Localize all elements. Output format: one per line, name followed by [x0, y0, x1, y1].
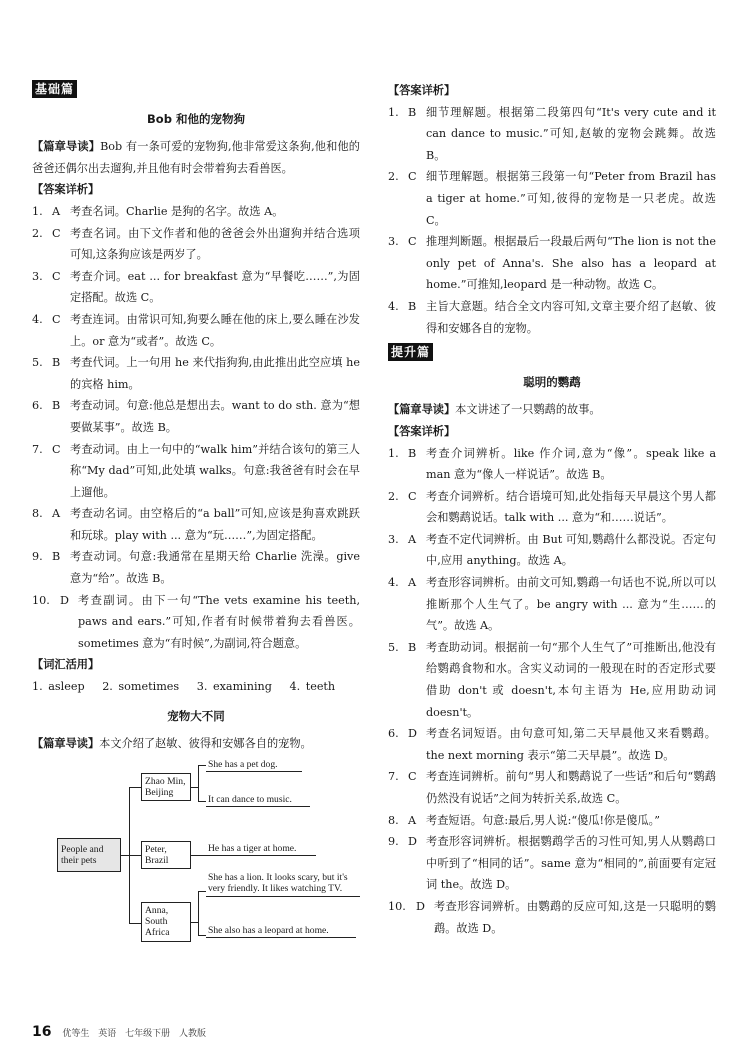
page-footer	[32, 1024, 212, 1040]
diagram-connector	[191, 855, 206, 856]
diagram-connector	[129, 787, 141, 788]
guide-head: 【篇章导读】	[32, 140, 101, 154]
answer-item: 4. A 考查形容词辨析。由前文可知,鹦鹉一句话也不说,所以可以推断那个人生气了。be angry with ... 意为“生……的气”。故选 A。	[388, 576, 716, 633]
answer-item: 7. C 考查动词。由上一句中的“walk him”并结合该句的第三人称“My dad”可知,此处填 walks。句意:我爸爸有时会在早上遛他。	[32, 442, 360, 499]
answer-item: 7. C 考查连词辨析。前句“男人和鹦鹉说了一些话”和后句“鹦鹉仍然没有说话”之间为转折关系,故选 C。	[388, 770, 716, 805]
vocab-item: 4. teeth	[289, 680, 336, 694]
diagram-connector	[129, 855, 141, 856]
answer-item: 5. B 考查代词。上一句用 he 来代指狗狗,由此推出此空应填 he 的宾格 him。	[32, 356, 360, 391]
article2-guide	[32, 733, 360, 755]
article2-title: 宠物大不同	[167, 708, 225, 723]
answer-item: 8. A 考查短语。句意:最后,男人说:“傻瓜!你是傻瓜。”	[388, 813, 660, 827]
answer-item: 3. A 考查不定代词辨析。由 But 可知,鹦鹉什么都没说。否定句中,应用 anything。故选 A。	[388, 532, 716, 568]
footer-grade: 七年级下册	[125, 1029, 171, 1039]
article3-guide	[388, 399, 716, 421]
branch-zhao-min: Zhao Min, Beijing	[141, 773, 191, 801]
section-tag-basic: 基础篇	[32, 80, 77, 98]
diagram-connector	[198, 935, 206, 936]
fact-underline	[206, 896, 360, 897]
diagram-connector	[198, 765, 206, 766]
answer-item: 5. B 考查助动词。根据前一句“那个人生气了”可推断出,他没有给鹦鹉食物和水。含实义动词的一般现在时的否定形式要借助 don't 或 doesn't,本句主语为 He,应用助动词 doesn't。	[388, 640, 716, 719]
fact-underline	[206, 937, 356, 938]
diagram-connector	[191, 787, 198, 788]
answer-item: 9. D 考查形容词辨析。根据鹦鹉学舌的习性可知,男人从鹦鹉口中听到了“相同的话”。same 意为“相同的”,前面要有定冠词 the。故选 D。	[388, 835, 716, 892]
answers-head: 【答案详析】	[388, 84, 456, 97]
answer-item: 2. C 考查介词辨析。结合语境可知,此处指每天早晨这个男人都会和鹦鹉说话。talk with ... 意为“和……说话”。	[388, 489, 716, 525]
fact-text: She has a lion. It looks scary, but it's very friendly. It likes watching TV.	[208, 871, 348, 894]
diagram-connector	[198, 891, 199, 935]
answer-item: 1. A 考查名词。Charlie 是狗的名字。故选 A。	[32, 204, 284, 218]
guide2-head: 【篇章导读】	[32, 737, 100, 751]
diagram-connector	[129, 923, 141, 924]
fact-underline	[206, 771, 302, 772]
fact-text: He has a tiger at home.	[208, 842, 297, 854]
right-column	[388, 80, 716, 939]
left-column	[32, 76, 360, 938]
answer-item: 3. C 考查介词。eat ... for breakfast 意为“早餐吃……”,为固定搭配。故选 C。	[32, 269, 360, 305]
diagram-root: People and their pets	[57, 838, 121, 872]
fact-text: She also has a leopard at home.	[208, 924, 329, 936]
answer-item: 6. D 考查名词短语。由句意可知,第二天早晨他又来看鹦鹉。the next morning 表示“第二天早晨”。故选 D。	[388, 727, 716, 762]
guide-text: Bob 有一条可爱的宠物狗,他非常爱这条狗,他和他的爸爸还偶尔出去遛狗,并且他有时会带着狗去看兽医。	[32, 140, 360, 175]
article1-title: Bob 和他的宠物狗	[147, 111, 245, 126]
footer-brand: 优等生	[62, 1029, 90, 1039]
answer-item: 1. B 细节理解题。根据第二段第四句“It's very cute and it can dance to music.”可知,赵敏的宠物会跳舞。故选 B。	[388, 105, 716, 162]
guide2-text: 本文介绍了赵敏、彼得和安娜各自的宠物。	[99, 737, 312, 751]
answer-item: 2. C 考查名词。由下文作者和他的爸爸会外出遛狗并结合选项可知,这条狗应该是两岁了。	[32, 226, 360, 262]
diagram-connector	[198, 891, 206, 892]
answer-item: 1. B 考查介词辨析。like 作介词,意为“像”。speak like a man 意为“像人一样说话”。故选 B。	[388, 446, 716, 482]
diagram-connector	[198, 765, 199, 801]
page-number: 16	[32, 1024, 52, 1040]
vocab-item: 2. sometimes	[102, 680, 180, 694]
vocab-item: 1. asleep	[32, 680, 85, 694]
guide-text: 本文讲述了一只鹦鹉的故事。	[455, 403, 601, 417]
answers2-head: 【答案详析】	[388, 424, 456, 438]
fact-text: It can dance to music.	[208, 793, 292, 805]
vocab-head: 【词汇活用】	[32, 658, 100, 672]
answer-item: 4. B 主旨大意题。结合全文内容可知,文章主要介绍了赵敏、彼得和安娜各自的宠物。	[388, 299, 716, 335]
fact-text: She has a pet dog.	[208, 758, 278, 770]
pets-diagram	[32, 758, 360, 938]
answers-head: 【答案详析】	[32, 183, 100, 197]
vocab-item: 3. examining	[196, 680, 272, 694]
answer-item: 3. C 推理判断题。根据最后一段最后两句“The lion is not the only pet of Anna's. She also has a leopard at home.”可推知,leopard 是一种动物。故选 C。	[388, 235, 716, 292]
section-tag-advanced: 提升篇	[388, 343, 433, 361]
answer-item: 2. C 细节理解题。根据第三段第一句“Peter from Brazil has a tiger at home.”可知,彼得的宠物是一只老虎。故选 C。	[388, 170, 716, 227]
answer-item: 8. A 考查动名词。由空格后的“a ball”可知,应该是狗喜欢跳跃和玩球。play with ... 意为“玩……”,为固定搭配。	[32, 507, 360, 542]
guide-head: 【篇章导读】	[388, 403, 456, 417]
fact-underline	[206, 855, 316, 856]
fact-underline	[206, 806, 310, 807]
answer-item: 6. B 考查动词。句意:他总是想出去。want to do sth. 意为“想要做某事”。故选 B。	[32, 399, 360, 434]
article3-title: 聪明的鹦鹉	[523, 374, 581, 389]
answer-item: 9. B 考查动词。句意:我通常在星期天给 Charlie 洗澡。give 意为“给”。故选 B。	[32, 550, 360, 586]
diagram-connector	[121, 855, 129, 856]
footer-subject: 英语	[98, 1029, 117, 1039]
answer-item: 10. D 考查副词。由下一句“The vets examine his teeth, paws and ears.”可知,作者有时候带着狗去看兽医。sometimes 意为“有时候”,为副词,符合题意。	[32, 593, 360, 650]
diagram-connector	[191, 922, 198, 923]
branch-anna: Anna, South Africa	[141, 902, 191, 942]
vocab-list	[32, 676, 360, 698]
answer-item: 4. C 考查连词。由常识可知,狗要么睡在他的床上,要么睡在沙发上。or 意为“或者”。故选 C。	[32, 312, 360, 348]
article1-guide	[32, 136, 360, 179]
diagram-connector	[198, 801, 206, 802]
footer-edition: 人教版	[179, 1029, 207, 1039]
branch-peter: Peter, Brazil	[141, 841, 191, 869]
answer-item: 10. D 考查形容词辨析。由鹦鹉的反应可知,这是一只聪明的鹦鹉。故选 D。	[388, 899, 716, 935]
